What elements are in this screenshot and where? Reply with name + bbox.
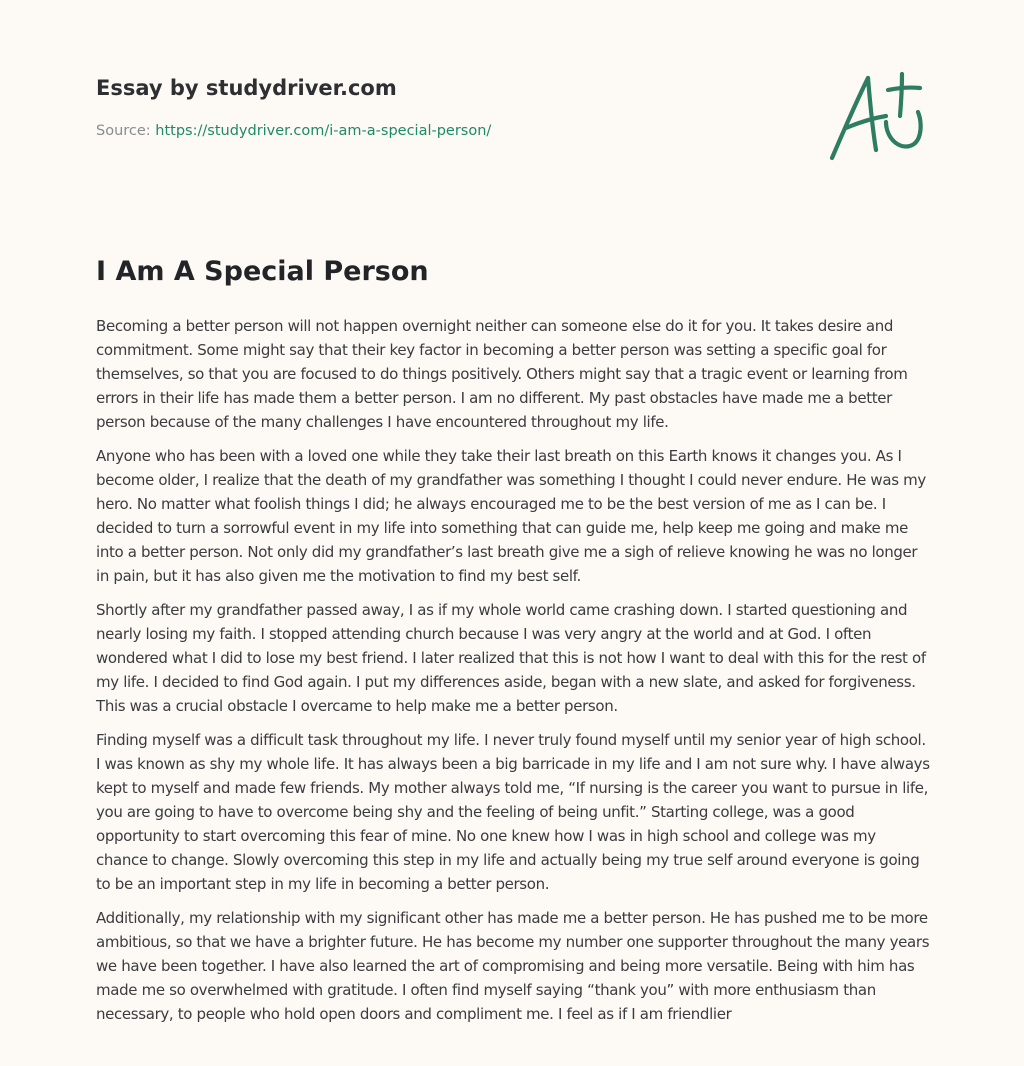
essay-paragraph-1: Becoming a better person will not happen overnight neither can someone else do it for you. It takes desire and commitment. Some might say that their key factor in becoming a better person was setting a specific goal for themselves, so that you are focused to do things positively. Others might say that a tragic event or learning from errors in their life has made them a better person. I am no different. My past obstacles have made me a better person because of the many challenges I have encountered throughout my life. [96,317,908,431]
a-plus-logo-icon [826,68,926,164]
essay-title: I Am A Special Person [96,256,429,287]
essay-paragraph-3: Shortly after my grandfather passed away, I as if my whole world came crashing down. I started questioning and nearly losing my faith. I stopped attending church because I was very angry at the world and at God. I often wondered what I did to lose my best friend. I later realized that this is not how I want to deal with this for the rest of my life. I decided to find God again. I put my differences aside, began with a new slate, and asked for forgiveness. This was a crucial obstacle I overcame to help make me a better person. [96,601,926,715]
essay-paragraph-2: Anyone who has been with a loved one while they take their last breath on this Earth knows it changes you. As I become older, I realize that the death of my grandfather was something I thought I could never endure. He was my hero. No matter what foolish things I did; he always encouraged me to be the best version of me as I can be. I decided to turn a sorrowful event in my life into something that can guide me, help keep me going and make me into a better person. Not only did my grandfather’s last breath give me a sigh of relieve knowing he was no longer in pain, but it has also given me the motivation to find my best self. [96,447,926,585]
essay-body [96,314,932,1036]
essay-paragraph-4: Finding myself was a difficult task throughout my life. I never truly found myself until my senior year of high school. I was known as shy my whole life. It has always been a big barricade in my life and I am not sure why. I have always kept to myself and made few friends. My mother always told me, “If nursing is the career you want to pursue in life, you are going to have to overcome being shy and the feeling of being unfit.” Starting college, was a good opportunity to start overcoming this fear of mine. No one knew how I was in high school and college was my chance to change. Slowly overcoming this step in my life and actually being my true self around everyone is going to be an important step in my life in becoming a better person. [96,731,930,893]
source-line [96,123,491,139]
essay-paragraph-5: Additionally, my relationship with my significant other has made me a better person. He has pushed me to be more ambitious, so that we have a brighter future. He has become my number one supporter throughout the many years we have been together. I have also learned the art of compromising and being more versatile. Being with him has made me so overwhelmed with gratitude. I often find myself saying “thank you” with more enthusiasm than necessary, to people who hold open doors and compliment me. I feel as if I am friendlier [96,909,930,1023]
source-label: Source: [96,123,156,139]
source-link[interactable]: https://studydriver.com/i-am-a-special-person/ [155,123,492,139]
site-title: Essay by studydriver.com [96,76,397,100]
